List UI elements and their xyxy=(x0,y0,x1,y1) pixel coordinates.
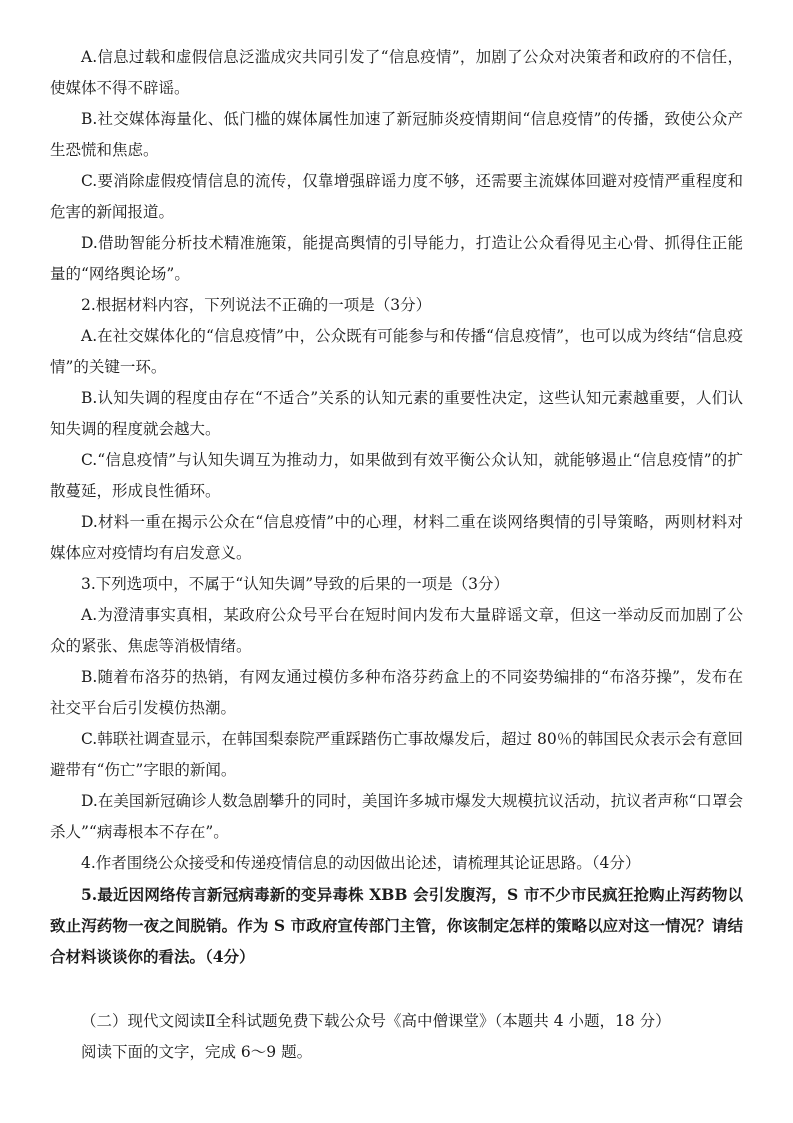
q2-option-c: C.“信息疫情”与认知失调互为推动力，如果做到有效平衡公众认知，就能够遏止“信息疫情”的扩散蔓延，形成良性循环。 xyxy=(50,451,743,500)
q4-stem: 4.作者围绕公众接受和传递疫情信息的动因做出论述，请梳理其论证思路。（4分） xyxy=(81,854,641,872)
q2-option-b: B.认知失调的程度由存在“不适合”关系的认知元素的重要性决定，这些认知元素越重要，人们认知失调的程度就会越大。 xyxy=(50,389,743,438)
q1-option-c: C.要消除虚假疫情信息的流传，仅靠增强辟谣力度不够，还需要主流媒体回避对疫情严重程度和危害的新闻报道。 xyxy=(50,172,743,221)
q2-option-d: D.材料一重在揭示公众在“信息疫情”中的心理，材料二重在谈网络舆情的引导策略，两则材料对媒体应对疫情均有启发意义。 xyxy=(50,513,743,562)
q1-option-d: D.借助智能分析技术精准施策，能提高舆情的引导能力，打造让公众看得见主心骨、抓得住正能量的“网络舆论场”。 xyxy=(50,234,743,283)
section-heading: （二）现代文阅读Ⅱ全科试题免费下载公众号《高中僧课堂》（本题共 4 小题，18 分） xyxy=(81,1012,671,1030)
q2-stem: 2.根据材料内容，下列说法不正确的一项是（3分） xyxy=(81,296,432,314)
q3-option-b: B.随着布洛芬的热销，有网友通过模仿多种布洛芬药盒上的不同姿势编排的“布洛芬操”，发布在社交平台后引发模仿热潮。 xyxy=(50,668,743,717)
q5-stem: 5.最近因网络传言新冠病毒新的变异毒株 XBB 会引发腹泻，S 市不少市民疯狂抢购止泻药物以致止泻药物一夜之间脱销。作为 S 市政府宣传部门主管，你该制定怎样的策略以应对这一情况？请结合材料谈谈你的看法。（4分） xyxy=(50,885,743,966)
reading-instruction: 阅读下面的文字，完成 6～9 题。 xyxy=(81,1043,313,1061)
q3-option-d: D.在美国新冠确诊人数急剧攀升的同时，美国许多城市爆发大规模抗议活动，抗议者声称“口罩会杀人”“病毒根本不存在”。 xyxy=(50,792,743,841)
q3-stem: 3.下列选项中，不属于“认知失调”导致的后果的一项是（3分） xyxy=(81,575,510,593)
q1-option-b: B.社交媒体海量化、低门槛的媒体属性加速了新冠肺炎疫情期间“信息疫情”的传播，致使公众产生恐慌和焦虑。 xyxy=(50,110,743,159)
q1-option-a: A.信息过载和虚假信息泛滥成灾共同引发了“信息疫情”，加剧了公众对决策者和政府的不信任，使媒体不得不辟谣。 xyxy=(50,48,743,97)
q3-option-a: A.为澄清事实真相，某政府公众号平台在短时间内发布大量辟谣文章，但这一举动反而加剧了公众的紧张、焦虑等消极情绪。 xyxy=(50,606,743,655)
q3-option-c: C.韩联社调查显示，在韩国梨泰院严重踩踏伤亡事故爆发后，超过 80％的韩国民众表示会有意回避带有“伤亡”字眼的新闻。 xyxy=(50,730,743,779)
q2-option-a: A.在社交媒体化的“信息疫情”中，公众既有可能参与和传播“信息疫情”，也可以成为终结“信息疫情”的关键一环。 xyxy=(50,327,743,376)
